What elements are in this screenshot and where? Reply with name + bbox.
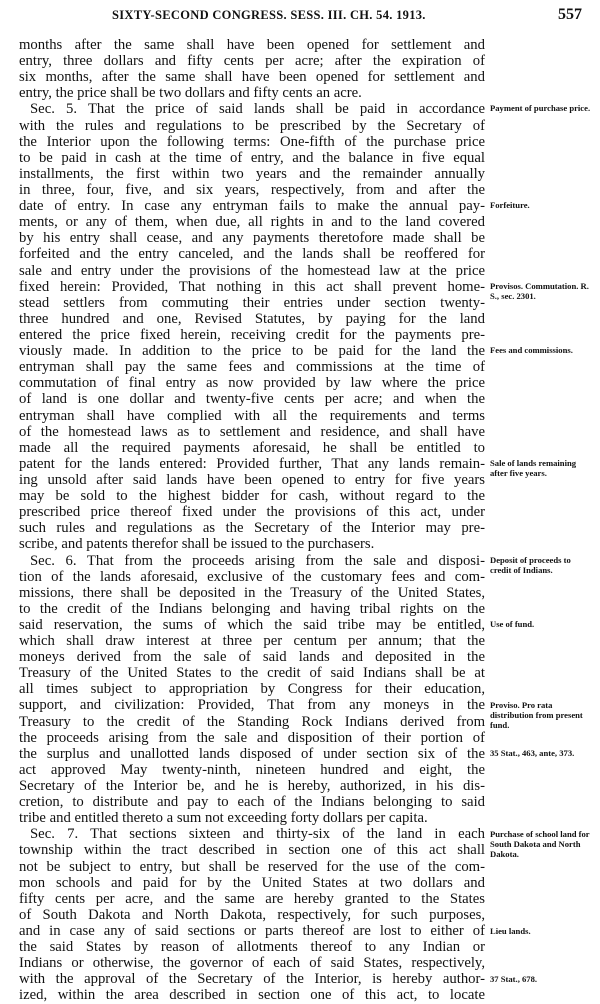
margin-note: Deposit of proceeds to credit of Indians.	[490, 554, 571, 575]
header-title: SIXTY-SECOND CONGRESS. SESS. III. CH. 54. 1913.	[112, 8, 426, 22]
text-line: stead settlers from commuting their entries under section twenty-	[19, 294, 485, 311]
text-line: moneys derived from the sale of said lands and deposited in the	[19, 649, 485, 666]
statute-text	[19, 37, 485, 1004]
margin-note: Payment of purchase price.	[490, 103, 591, 114]
text-line: installments, the first within two years and the remainder annually	[19, 165, 485, 182]
text-line: act approved May twenty-ninth, nineteen hundred and eight, the	[19, 761, 485, 778]
text-line: the surplus and unallotted lands disposed of under section six of the	[19, 745, 485, 762]
margin-note: Forfeiture.	[490, 200, 530, 211]
text-line: commutation of final entry as now provided by law where the price	[19, 375, 485, 392]
text-line: said reservation, the sums of which the said tribe may be entitled,	[19, 616, 485, 633]
text-line: support, and civilization: Provided, That from any moneys in the	[19, 697, 485, 714]
text-line: by his entry shall cease, and any payments theretofore made shall be	[19, 230, 485, 247]
margin-note: 35 Stat., 463, ante, 373.	[490, 748, 575, 759]
text-line: entered the price fixed herein, receiving credit for the payments pre-	[19, 326, 485, 343]
text-line: missions, there shall be deposited in the Treasury of the United States,	[19, 584, 485, 601]
margin-note: 37 Stat., 678.	[490, 973, 538, 984]
text-line: of the homestead laws as to settlement and residence, and shall have	[19, 423, 485, 440]
page-number: 557	[558, 6, 582, 23]
text-line: Secretary of the Interior be, and he is hereby, authorized, in his dis-	[19, 778, 485, 795]
text-line: ments, or any of them, when due, all rights in and to the land covered	[19, 214, 485, 231]
margin-note: Fees and commissions.	[490, 345, 573, 356]
text-line: cretion, to distribute and pay to each of the Indians belonging to said	[19, 794, 485, 811]
text-line: mon schools and paid for by the United States at two dollars and	[19, 874, 485, 891]
text-line: the said States by reason of allotments thereof to any Indian or	[19, 939, 485, 956]
text-line: entry, the price shall be two dollars and fifty cents an acre.	[19, 85, 362, 102]
text-line: made all the required payments aforesaid, he shall be entitled to	[19, 439, 485, 456]
text-line: Sec. 6. That from the proceeds arising from the sale and disposi-	[30, 552, 485, 569]
text-line: Sec. 7. That sections sixteen and thirty-six of the land in each	[30, 826, 485, 843]
text-line: the proceeds arising from the sale and disposition of their portion of	[19, 729, 485, 746]
text-line: date of entry. In case any entryman fails to make the annual pay-	[19, 198, 485, 215]
text-line: Treasury to the credit of the Standing Rock Indians derived from	[19, 713, 485, 730]
text-line: scribe, and patents therefor shall be issued to the purchasers.	[19, 536, 375, 553]
text-line: such rules and regulations as the Secretary of the Interior may pre-	[19, 520, 485, 537]
margin-note: Provisos. Commutation. R. S., sec. 2301.	[490, 280, 589, 301]
text-line: Treasury of the United States to the credit of said Indians shall be at	[19, 665, 485, 682]
text-line: six months, after the same shall have been opened for settlement and	[19, 69, 485, 86]
text-line: fifty cents per acre, and the same are hereby granted to the States	[19, 890, 485, 907]
text-line: tion of the lands aforesaid, exclusive of the customary fees and com-	[19, 568, 485, 585]
margin-note: Use of fund.	[490, 619, 535, 630]
text-line: all times subject to appropriation by Congress for their education,	[19, 681, 485, 698]
text-line: ing unsold after said lands have been opened to entry for five years	[19, 471, 485, 488]
text-line: to be paid in cash at the time of entry, and the balance in five equal	[19, 149, 485, 166]
text-line: entryman shall pay the same fees and commissions at the time of	[19, 359, 485, 376]
text-line: with the rules and regulations to be prescribed by the Secretary of	[19, 117, 485, 134]
text-line: prescribed price thereof fixed under the provisions of this act, under	[19, 504, 485, 521]
text-line: patent for the lands entered: Provided further, That any lands remain-	[19, 455, 485, 472]
text-line: with the approval of the Secretary of the Interior, is hereby author-	[19, 971, 485, 988]
text-line: months after the same shall have been opened for settlement and	[19, 37, 485, 53]
text-line: of South Dakota and North Dakota, respectively, for such purposes,	[19, 906, 485, 923]
text-line: tribe and entitled thereto a sum not exceeding forty dollars per capita.	[19, 810, 428, 827]
text-line: fixed herein: Provided, That nothing in this act shall prevent home-	[19, 278, 485, 295]
text-line: to the credit of the Indians belonging and having tribal rights on the	[19, 600, 485, 617]
text-line: and in case any of said sections or parts thereof are lost to either of	[19, 923, 485, 940]
text-line: which shall draw interest at three per centum per annum; that the	[19, 633, 485, 650]
text-line: three hundred and one, Revised Statutes, by paying for the land	[19, 310, 485, 327]
text-line: in three, four, five, and six years, respectively, from and after the	[19, 181, 485, 198]
text-line: entryman shall have complied with all the requirements and terms	[19, 407, 485, 424]
text-line: the Interior upon the following terms: One-fifth of the purchase price	[19, 133, 485, 150]
text-line: township within the tract described in section one of this act shall	[19, 842, 485, 859]
text-line: ized, within the area described in section one of this act, to locate	[19, 987, 485, 1004]
text-line: Indians or otherwise, the governor of each of said States, respectively,	[19, 955, 485, 972]
margin-note: Proviso. Pro rata distribution from present fund.	[490, 699, 583, 730]
margin-note: Lieu lands.	[490, 925, 531, 936]
text-line: forfeited and the entry canceled, and the lands shall be reoffered for	[19, 246, 485, 263]
running-header	[0, 6, 600, 24]
margin-note: Purchase of school land for South Dakota and North Dakota.	[490, 828, 590, 859]
text-line: entry, three dollars and fifty cents per acre; after the expiration of	[19, 53, 485, 70]
text-line: Sec. 5. That the price of said lands shall be paid in accordance	[30, 101, 485, 118]
text-line: viously made. In addition to the price to be paid for the land the	[19, 343, 485, 360]
margin-note: Sale of lands remaining after five years.	[490, 458, 577, 479]
text-line: of land is one dollar and twenty-five cents per acre; and when the	[19, 391, 485, 408]
text-line: sale and entry under the provisions of the homestead law at the price	[19, 262, 485, 279]
text-line: not be subject to entry, but shall be reserved for the use of the com-	[19, 858, 485, 875]
text-line: may be sold to the highest bidder for cash, without regard to the	[19, 488, 485, 505]
